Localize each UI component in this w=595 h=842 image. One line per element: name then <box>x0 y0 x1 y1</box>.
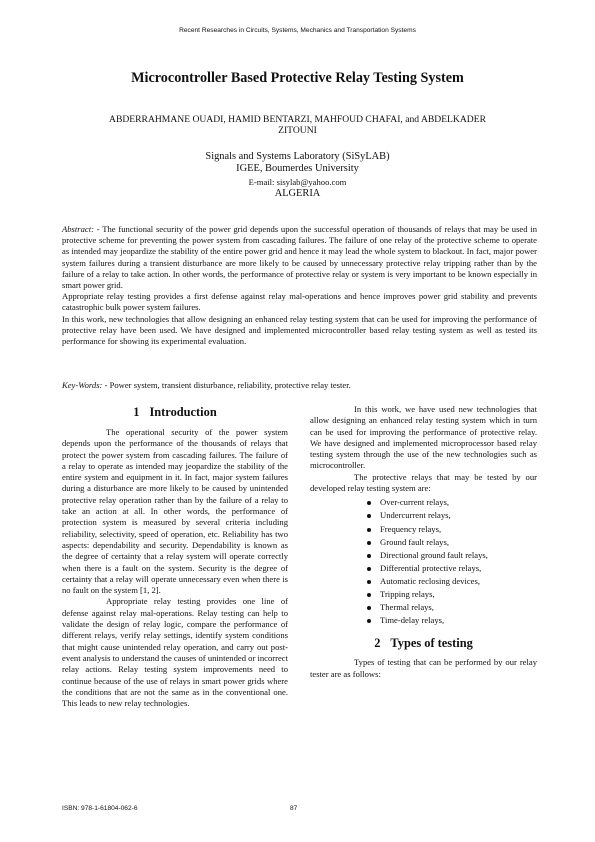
bullet-icon <box>367 528 371 532</box>
list-item: Directional ground fault relays, <box>310 549 537 562</box>
bullet-icon <box>367 514 371 518</box>
keywords <box>62 380 537 391</box>
list-item: Frequency relays, <box>310 523 537 536</box>
lab-name: Signals and Systems Laboratory (SiSyLAB) <box>205 151 390 162</box>
bullet-icon <box>367 580 371 584</box>
intro-paragraph-4: The protective relays that may be tested by our developed relay testing system are: <box>310 471 537 494</box>
list-item: Tripping relays, <box>310 588 537 601</box>
right-column <box>310 404 537 680</box>
left-column <box>62 404 288 709</box>
bullet-icon <box>367 541 371 545</box>
paper-title: Microcontroller Based Protective Relay Testing System <box>131 70 464 86</box>
list-item: Differential protective relays, <box>310 562 537 575</box>
abstract-paragraph-2: Appropriate relay testing provides a first defense against relay mal-operations and hence improves power grid stability and prevents catastrophic bulk power system failures. <box>62 291 537 313</box>
bullet-icon <box>367 567 371 571</box>
abstract <box>62 224 537 347</box>
list-item: Time-delay relays, <box>310 614 537 627</box>
section-title: Types of testing <box>390 636 473 651</box>
relay-type-list <box>310 496 537 627</box>
abstract-label: Abstract: <box>62 224 94 234</box>
bullet-icon <box>367 606 371 610</box>
list-item: Thermal relays, <box>310 601 537 614</box>
section-number: 2 <box>374 636 381 651</box>
intro-paragraph-2: Appropriate relay testing provides one line of defense against relay mal-operations. Relay testing can help to validate the design of relay logic, compare the performance of different relays, verify relay settings, identify system conditions that might cause unintended relay operation, and carry out post-event analysis to understand the causes of unintended or incorrect relay actions. Relay testing system improvements need to continue because of the use of relays in smart power grids where the conditions that are not the same as in the conventional one. This leads to new relay technologies. <box>62 596 288 709</box>
intro-paragraph-3: In this work, we have used new technologies that allow designing an enhanced relay testing system which in turn can be used for improving the performance of protective relay. We have designed and implemented microprocessor based relay testing system through the use of the new technologies such as microcontroller. <box>310 404 537 471</box>
section-title: Introduction <box>149 405 217 419</box>
keywords-label: Key-Words: <box>62 380 103 390</box>
list-item: Automatic reclosing devices, <box>310 575 537 588</box>
bullet-icon <box>367 593 371 597</box>
types-paragraph-1: Types of testing that can be performed by our relay tester are as follows: <box>310 657 537 679</box>
bullet-icon <box>367 619 371 623</box>
abstract-text-1: - The functional security of the power grid depends upon the successful operation of thousands of relays that may be used in protective scheme for preventing the power system from cascading failures. The failure of one relay of the protective scheme to operate as intended may jeopardize the stability of the entire power grid and hence it may lead the whole system to blackout. In fact, major power system failures during a transient disturbance are more likely to be caused by unnecessary protective relay tripping rather than by the failure of a relay to take action. In other words, the performance of protective relay or system is very important to be known especially in smart power grid. <box>62 224 537 291</box>
list-item: Undercurrent relays, <box>310 509 537 522</box>
list-item: Ground fault relays, <box>310 536 537 549</box>
section-heading-types-of-testing <box>310 635 537 651</box>
author-list: ABDERRAHMANE OUADI, HAMID BENTARZI, MAHFOUD CHAFAI, and ABDELKADER ZITOUNI <box>109 114 486 137</box>
section-heading-introduction <box>62 404 288 420</box>
running-header: Recent Researches in Circuits, Systems, Mechanics and Transportation Systems <box>179 27 416 34</box>
abstract-paragraph-1 <box>62 224 537 291</box>
bullet-icon <box>367 501 371 505</box>
footer-isbn: ISBN: 978-1-61804-062-6 <box>62 805 138 812</box>
keywords-text: - Power system, transient disturbance, reliability, protective relay tester. <box>102 380 351 390</box>
list-item: Over-current relays, <box>310 496 537 509</box>
page-number: 87 <box>290 805 298 812</box>
section-number: 1 <box>133 405 140 419</box>
institution-name: IGEE, Boumerdes University <box>236 163 359 175</box>
country-name: ALGERIA <box>274 187 321 199</box>
email-address: E-mail: sisylab@yahoo.com <box>248 176 347 187</box>
bullet-icon <box>367 554 371 558</box>
abstract-paragraph-3: In this work, new technologies that allow designing an enhanced relay testing system that can be used for improving the performance of protective relay have been used. We have designed and implemented microcontroller based relay testing system as well as tested its performance for showing its experimental evaluation. <box>62 313 537 347</box>
affiliation-block <box>100 151 495 200</box>
intro-paragraph-1: The operational security of the power system depends upon the performance of the thousands of relays that protect the power system from cascading failures. The failure of a relay to operate as intended may jeopardize the stability of the entire system and equipment in it. In fact, major system failures during a disturbance are more likely to be caused by unintended protective relay operation rather than by the failure of a relay to take an action at all. In other words, the performance of protection system is measured by several criteria including reliability, selectivity, speed of operation, etc. Reliability has two aspects: dependability and security. Dependability is known as the degree of certainty that a relay system will operate correctly when there is a fault on the system. Security is the degree of certainty that a relay will operate unnecessary even when there is no fault on the system [1, 2]. <box>62 427 288 596</box>
